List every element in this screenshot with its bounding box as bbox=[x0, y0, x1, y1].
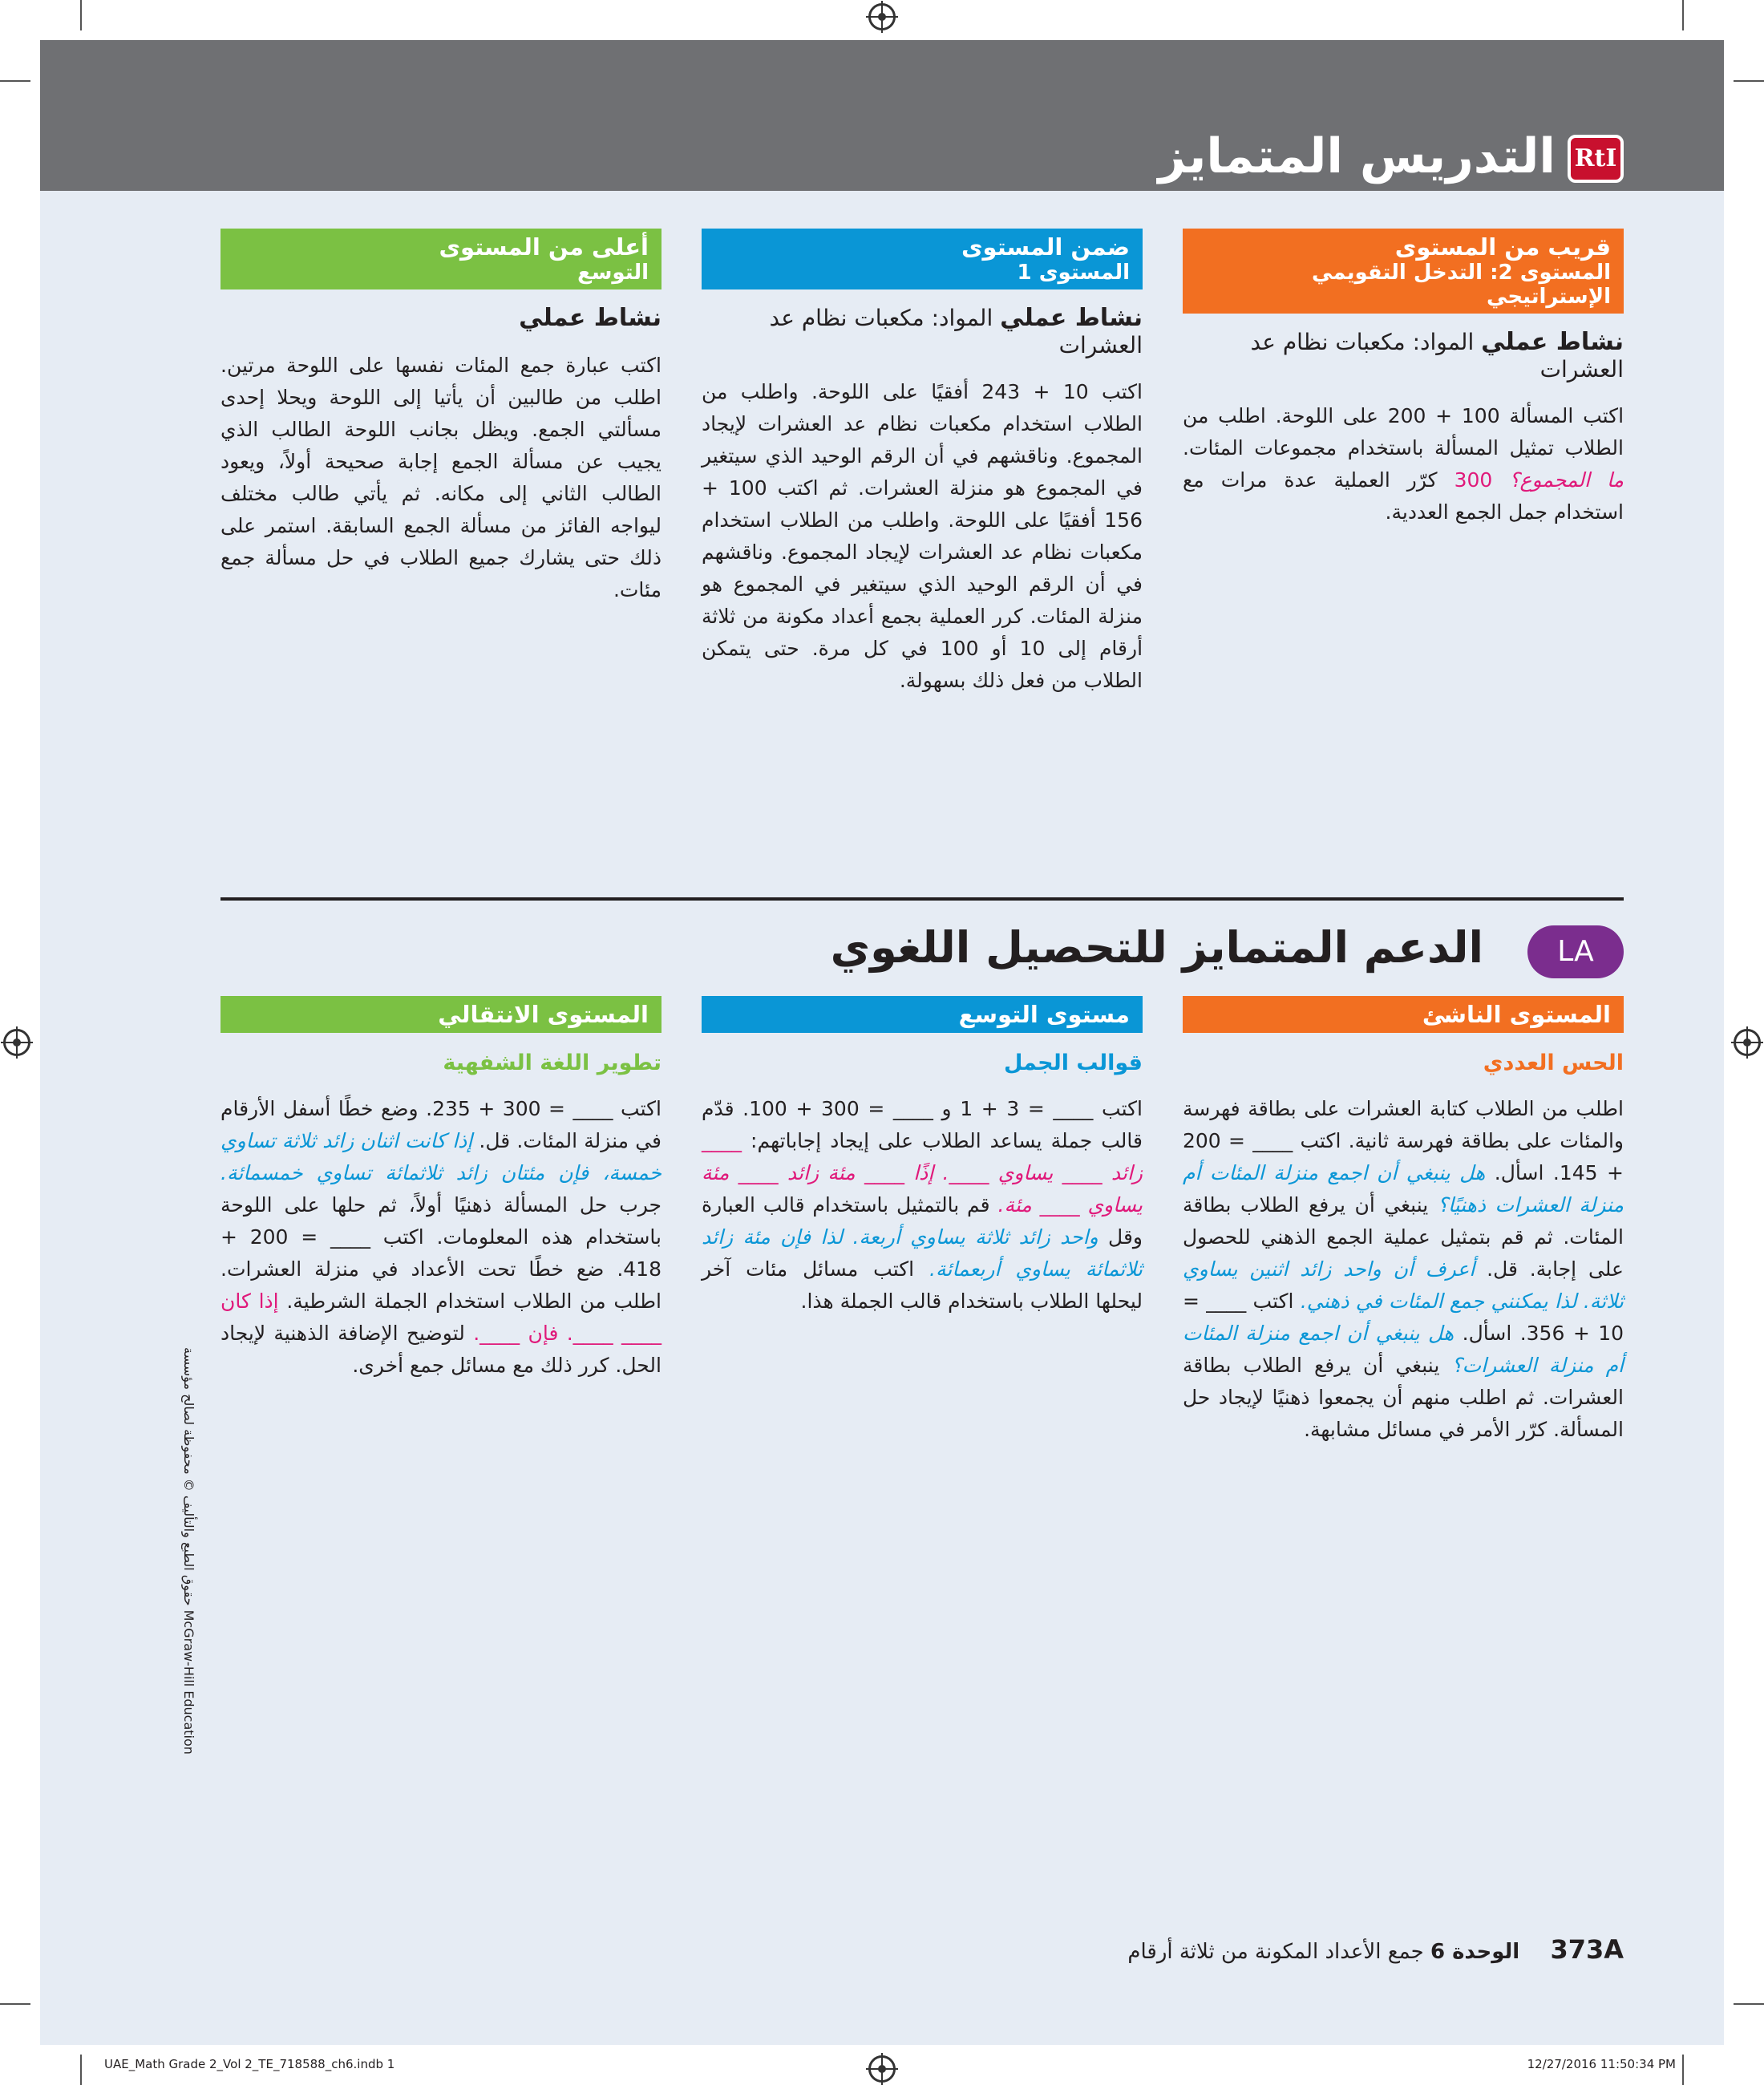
crop-mark bbox=[0, 2003, 30, 2005]
activity-title: نشاط عملي المواد: مكعبات نظام عد العشرات bbox=[769, 304, 1143, 358]
registration-mark-icon bbox=[868, 2055, 896, 2083]
rti-on-level-column bbox=[702, 229, 1143, 697]
expanding-subtitle: قوالب الجمل bbox=[1003, 1051, 1143, 1075]
on-level-header bbox=[702, 229, 1143, 289]
la-title: الدعم المتمايز للتحصيل اللغوي bbox=[830, 922, 1483, 973]
crop-mark bbox=[1682, 0, 1684, 30]
approaching-level: قريب من المستوى bbox=[1394, 233, 1611, 261]
expanding-text: اكتب ____ = 3 + 1 و ____ = 300 + 100. قدّم قالب جملة يساعد الطلاب على إيجاد إجاباتهم: ____ زائد ____ يساوي ____. إذًا ____ مئة زائد ____ مئة يساوي ____ مئة. قم بالتمثيل باستخدام قالب العبارة وقل واحد زائد ثلاثة يساوي أربعة. لذا فإن مئة زائد ثلاثمائة يساوي أربعمائة. اكتب مسائل مئات آخر ليحلها الطلاب باستخدام قالب الجملة هذا. bbox=[702, 1097, 1143, 1313]
beyond-header bbox=[220, 229, 662, 289]
on-level-tier: المستوى 1 bbox=[1017, 261, 1130, 285]
la-emerging-column bbox=[1183, 996, 1624, 1446]
approaching-text: اكتب المسألة 100 + 200 على اللوحة. اطلب من الطلاب تمثيل المسألة باستخدام مجموعات المئات. ما المجموع؟ 300 كرّر العملية عدة مرات مع استخدام جمل الجمع العددية. bbox=[1183, 404, 1624, 524]
on-level-level: ضمن المستوى bbox=[961, 233, 1130, 261]
rti-badge: RtI bbox=[1568, 135, 1624, 183]
rti-beyond-column bbox=[220, 229, 662, 606]
la-bridging-column bbox=[220, 996, 662, 1382]
slug-date: 12/27/2016 11:50:34 PM bbox=[1527, 2057, 1676, 2071]
approaching-header bbox=[1183, 229, 1624, 314]
emerging-subtitle: الحس العددي bbox=[1483, 1051, 1624, 1075]
crop-mark bbox=[1682, 2055, 1684, 2085]
rti-approaching-column bbox=[1183, 229, 1624, 528]
crop-mark bbox=[80, 2055, 82, 2085]
page-footer bbox=[1127, 1934, 1624, 1965]
unit-title: جمع الأعداد المكونة من ثلاثة أرقام bbox=[1127, 1940, 1424, 1964]
registration-mark-icon bbox=[1734, 1029, 1761, 1056]
emerging-header: المستوى الناشئ bbox=[1183, 996, 1624, 1033]
bridging-header: المستوى الانتقالي bbox=[220, 996, 662, 1033]
bridging-subtitle: تطوير اللغة الشفهية bbox=[443, 1051, 662, 1075]
crop-mark bbox=[1734, 2003, 1764, 2005]
la-badge: LA bbox=[1527, 925, 1624, 978]
activity-title: نشاط عملي المواد: مكعبات نظام عد العشرات bbox=[1250, 328, 1624, 383]
registration-mark-icon bbox=[868, 3, 896, 30]
bridging-text: اكتب ____ = 300 + 235. وضع خطًا أسفل الأرقام في منزلة المئات. قل. إذا كانت اثنان زائد ثلاثة تساوي خمسة، فإن مئتان زائد ثلاثمائة تساوي خمسمائة. جرب حل المسألة ذهنيًا أولاً، ثم حلها على اللوحة باستخدام هذه المعلومات. اكتب ____ = 200 + 418. ضع خطًا تحت الأعداد في منزلة العشرات. اطلب من الطلاب استخدام الجملة الشرطية. إذا كان ____ ____. فإن ____. لتوضيح الإضافة الذهنية لإيجاد الحل. كرر ذلك مع مسائل جمع أخرى. bbox=[220, 1097, 662, 1377]
activity-title: نشاط عملي bbox=[519, 304, 662, 332]
page-number: 373A bbox=[1550, 1934, 1624, 1965]
slug-file: UAE_Math Grade 2_Vol 2_TE_718588_ch6.indb 1 bbox=[104, 2057, 395, 2071]
crop-mark bbox=[0, 80, 30, 82]
crop-mark bbox=[80, 0, 82, 30]
crop-mark bbox=[1734, 80, 1764, 82]
on-level-text: اكتب 10 + 243 أفقيًا على اللوحة. واطلب من الطلاب استخدام مكعبات نظام عد العشرات لإيجاد المجموع. وناقشهم في أن الرقم الوحيد الذي سيتغير في المجموع هو منزلة العشرات. ثم اكتب 100 + 156 أفقيًا على اللوحة. واطلب من الطلاب استخدام مكعبات نظام عد العشرات لإيجاد المجموع. وناقشهم في أن الرقم الوحيد الذي سيتغير في المجموع هو منزلة المئات. كرر العملية بجمع أعداد مكونة من ثلاثة أرقام إلى 10 أو 100 في كل مرة. حتى يتمكن الطلاب من فعل ذلك بسهولة. bbox=[702, 380, 1143, 692]
beyond-level: أعلى من المستوى bbox=[439, 233, 649, 261]
emerging-text: اطلب من الطلاب كتابة العشرات على بطاقة فهرسة والمئات على بطاقة فهرسة ثانية. اكتب ____ = 200 + 145. اسأل. هل ينبغي أن اجمع منزلة المئات أم منزلة العشرات ذهنيًا؟ ينبغي أن يرفع الطلاب بطاقة المئات. ثم قم بتمثيل عملية الجمع الذهني للحصول على إجابة. قل. أعرف أن واحد زائد اثنين يساوي ثلاثة. لذا يمكنني جمع المئات في ذهني. اكتب ____ = 10 + 356. اسأل. هل ينبغي أن اجمع منزلة المئات أم منزلة العشرات؟ ينبغي أن يرفع الطلاب بطاقة العشرات. ثم اطلب منهم أن يجمعوا ذهنيًا لإيجاد حل المسألة. كرّر الأمر في مسائل مشابهة. bbox=[1183, 1097, 1624, 1441]
beyond-tier: التوسع bbox=[577, 261, 649, 285]
registration-mark-icon bbox=[3, 1029, 30, 1056]
unit-label: الوحدة 6 bbox=[1430, 1940, 1520, 1964]
expanding-header: مستوى التوسع bbox=[702, 996, 1143, 1033]
approaching-tier: المستوى 2: التدخل التقويمي الإستراتيجي bbox=[1311, 261, 1611, 309]
beyond-text: اكتب عبارة جمع المئات نفسها على اللوحة مرتين. اطلب من طالبين أن يأتيا إلى اللوحة ويحلا إحدى مسألتي الجمع. ويظل بجانب اللوحة الطالب الذي يجيب عن مسألة الجمع إجابة صحيحة أولاً، ويعود الطالب الثاني إلى مكانه. ثم يأتي طالب مختلف ليواجه الفائز من مسألة الجمع السابقة. استمر على ذلك حتى يشارك جميع الطلاب في حل مسألة جمع مئات. bbox=[220, 354, 662, 601]
copyright-sidebar: حقوق الطبع والتأليف © محفوظة لصالح مؤسسة McGraw-Hill Education bbox=[181, 1347, 196, 1755]
la-expanding-column bbox=[702, 996, 1143, 1318]
rti-title: التدريس المتمايز bbox=[1158, 128, 1556, 184]
section-divider bbox=[220, 897, 1624, 901]
